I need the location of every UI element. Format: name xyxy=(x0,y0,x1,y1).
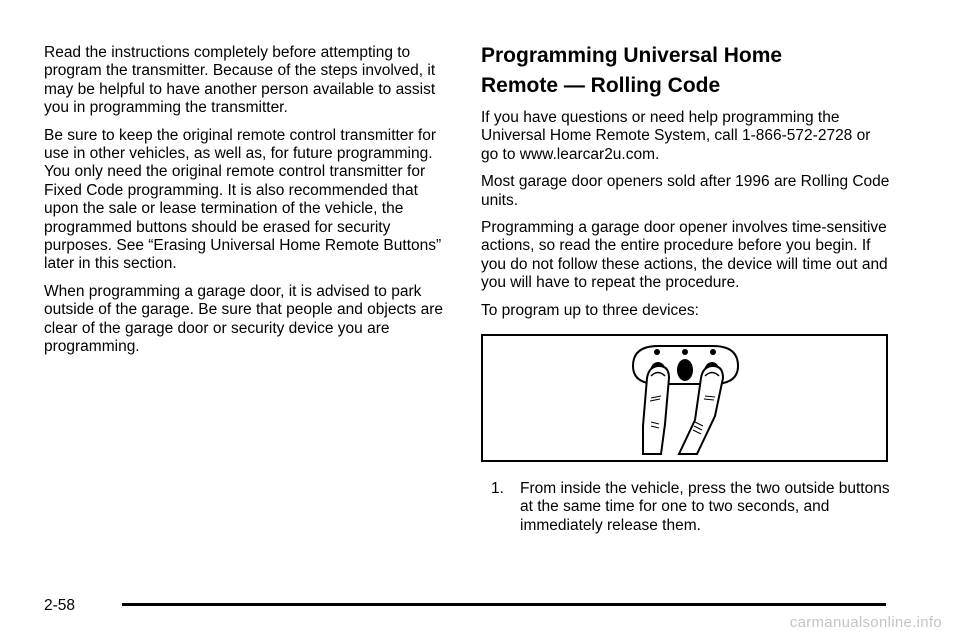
watermark: carmanualsonline.info xyxy=(789,614,942,631)
right-paragraph-1: If you have questions or need help programming the Universal Home Remote System, call 1-866-572-2728 or go to www.learcar2u.com. xyxy=(481,109,871,163)
right-column xyxy=(481,44,891,535)
right-paragraph-2: Most garage door openers sold after 1996 are Rolling Code units. xyxy=(481,173,890,209)
section-heading xyxy=(481,41,891,101)
step-text: From inside the vehicle, press the two outside buttons at the same time for one to two seconds, and immediately release them. xyxy=(520,480,890,534)
list-item xyxy=(491,480,891,535)
left-column xyxy=(44,44,444,366)
right-paragraph-4: To program up to three devices: xyxy=(481,301,699,319)
remote-buttons-illustration xyxy=(481,334,888,462)
step-number: 1. xyxy=(491,480,504,498)
page-number: 2-58 xyxy=(44,597,76,614)
section-heading-line1: Programming Universal Home xyxy=(481,44,783,67)
left-paragraph-2: Be sure to keep the original remote control transmitter for use in other vehicles, as well as, for future programming. You only need the original remote control transmitter for Fixed Code programming. It is also recommended that upon the sale or lease termination of the vehicle, the programmed buttons should be erased for security purposes. See “Erasing Universal Home Remote Buttons” later in this section. xyxy=(44,126,442,273)
fingers-pressing-buttons-icon xyxy=(483,336,886,460)
section-heading-line2: Remote — Rolling Code xyxy=(481,74,721,97)
footer-rule xyxy=(122,603,886,606)
right-paragraph-3: Programming a garage door opener involves time-sensitive actions, so read the entire procedure before you begin. If you do not follow these actions, the device will time out and you will have to repeat the procedure. xyxy=(481,219,888,292)
left-paragraph-1: Read the instructions completely before attempting to program the transmitter. Because of the steps involved, it may be helpful to have another person available to assist you in programming the transmitter. xyxy=(44,44,436,117)
steps-list xyxy=(481,480,891,535)
left-paragraph-3: When programming a garage door, it is advised to park outside of the garage. Be sure that people and objects are clear of the garage door or security device you are programming. xyxy=(44,282,443,356)
